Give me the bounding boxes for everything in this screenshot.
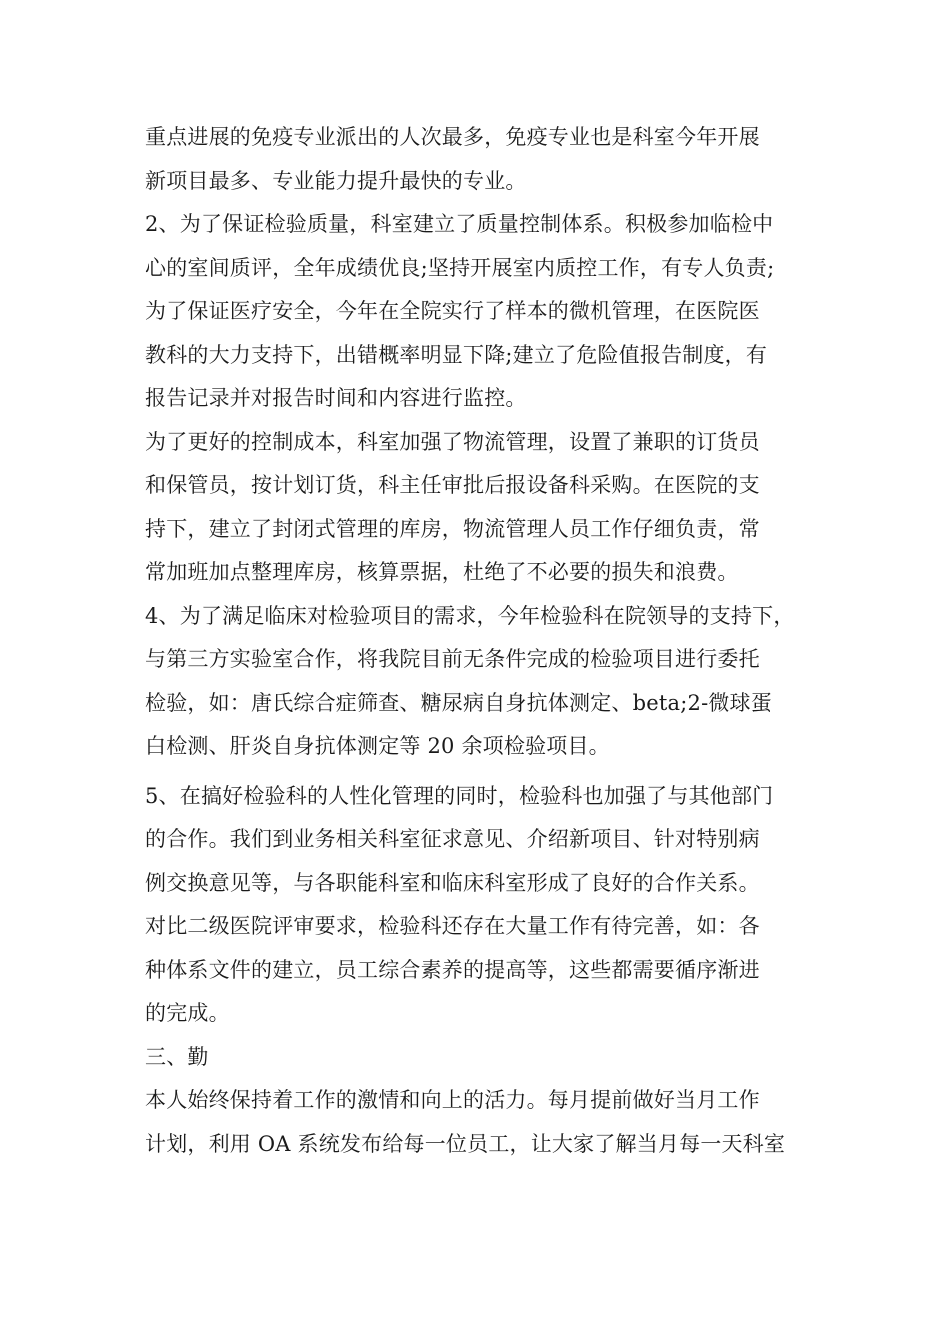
text-line: 报告记录并对报告时间和内容进行监控。 (145, 386, 527, 410)
text-line: 白检测、肝炎自身抗体测定等 20 余项检验项目。 (145, 734, 610, 758)
section-heading: 三、勤 (145, 1044, 209, 1069)
text-line: 为了更好的控制成本，科室加强了物流管理，设置了兼职的订货员 (145, 429, 760, 454)
text-line: 5、在搞好检验科的人性化管理的同时，检验科也加强了与其他部门 (145, 783, 774, 808)
text-line: 本人始终保持着工作的激情和向上的活力。每月提前做好当月工作 (145, 1088, 760, 1112)
text-line: 的合作。我们到业务相关科室征求意见、介绍新项目、针对特别病 (145, 827, 760, 851)
text-line: 常加班加点整理库房，核算票据，杜绝了不必要的损失和浪费。 (145, 560, 739, 584)
text-line: 2、为了保证检验质量，科室建立了质量控制体系。积极参加临检中 (145, 212, 774, 236)
text-line: 对比二级医院评审要求，检验科还存在大量工作有待完善，如：各 (145, 914, 760, 938)
text-line: 计划，利用 OA 系统发布给每一位员工，让大家了解当月每一天科室 (145, 1131, 786, 1156)
text-line: 和保管员，按计划订货，科主任审批后报设备科采购。在医院的支 (145, 473, 760, 497)
text-line: 种体系文件的建立，员工综合素养的提高等，这些都需要循序渐进 (145, 957, 760, 982)
text-line: 为了保证医疗安全，今年在全院实行了样本的微机管理，在医院医 (145, 299, 760, 323)
text-line: 与第三方实验室合作，将我院目前无条件完成的检验项目进行委托 (145, 647, 760, 671)
text-line: 检验，如：唐氏综合症筛查、糖尿病自身抗体测定、beta;2-微球蛋 (145, 690, 772, 715)
text-line: 的完成。 (145, 1001, 230, 1025)
text-line: 新项目最多、专业能力提升最快的专业。 (145, 168, 527, 193)
text-line: 4、为了满足临床对检验项目的需求，今年检验科在院领导的支持下， (145, 603, 795, 628)
document-body (145, 116, 820, 1166)
text-line: 心的室间质评，全年成绩优良;坚持开展室内质控工作，有专人负责; (145, 255, 775, 280)
text-line: 教科的大力支持下，出错概率明显下降;建立了危险值报告制度，有 (145, 342, 768, 367)
text-line: 例交换意见等，与各职能科室和临床科室形成了良好的合作关系。 (145, 870, 760, 895)
text-line: 重点进展的免疫专业派出的人次最多，免疫专业也是科室今年开展 (145, 125, 760, 149)
text-line: 持下，建立了封闭式管理的库房，物流管理人员工作仔细负责，常 (145, 516, 760, 541)
